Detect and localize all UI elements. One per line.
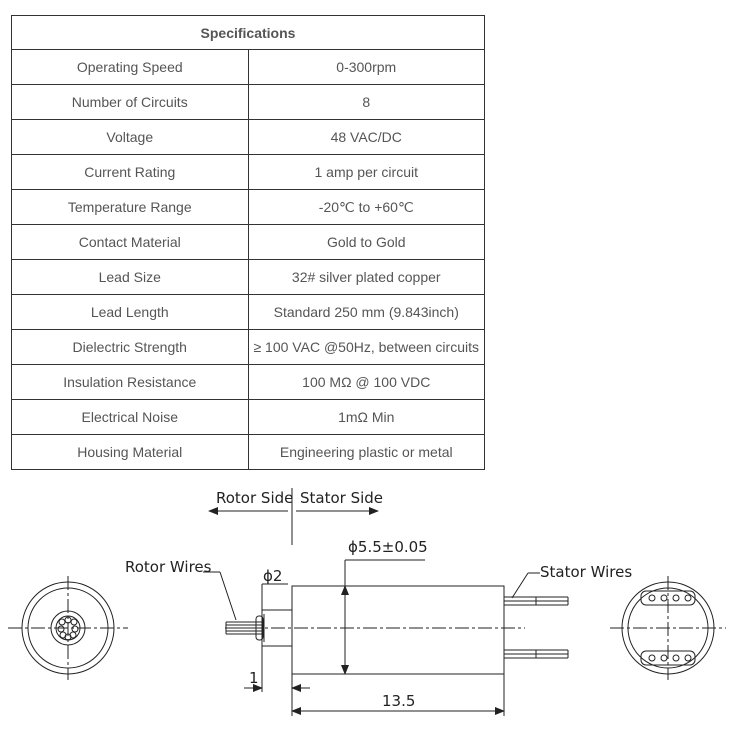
- table-row: [12, 190, 485, 225]
- table-row: [12, 365, 485, 400]
- table-row: [12, 85, 485, 120]
- table-row: [12, 435, 485, 470]
- shaft-diameter-label: ϕ2: [263, 567, 283, 585]
- spec-value: 1mΩ Min: [248, 400, 485, 435]
- spec-value: 100 MΩ @ 100 VDC: [248, 365, 485, 400]
- slip-ring-body: [225, 586, 525, 674]
- spec-value: -20℃ to +60℃: [248, 190, 485, 225]
- spec-label: Temperature Range: [12, 190, 249, 225]
- shaft-diameter-dimension: [262, 584, 288, 610]
- spec-value: Standard 250 mm (9.843inch): [248, 295, 485, 330]
- specifications-table: [11, 15, 485, 470]
- stator-side-label: Stator Side: [300, 489, 384, 507]
- spec-label: Lead Size: [12, 260, 249, 295]
- spec-label: Housing Material: [12, 435, 249, 470]
- table-row: [12, 400, 485, 435]
- spec-value: 1 amp per circuit: [248, 155, 485, 190]
- rotor-side-label: Rotor Side: [216, 489, 294, 507]
- spec-label: Current Rating: [12, 155, 249, 190]
- spec-label: Dielectric Strength: [12, 330, 249, 365]
- table-title: Specifications: [12, 16, 485, 50]
- outer-diameter-dimension: [345, 560, 425, 674]
- spec-label: Electrical Noise: [12, 400, 249, 435]
- rotor-wires-label: Rotor Wires: [125, 558, 212, 576]
- body-length-label: 13.5: [382, 692, 416, 710]
- spec-label: Contact Material: [12, 225, 249, 260]
- rotor-wires-leader-diag: [220, 572, 236, 620]
- spec-value: 8: [248, 85, 485, 120]
- outer-diameter-label: ϕ5.5±0.05: [348, 538, 428, 556]
- rotor-wires: [226, 622, 262, 634]
- table-row: [12, 295, 485, 330]
- shaft-length-label: 1: [249, 669, 259, 687]
- table-row: [12, 50, 485, 85]
- spec-label: Operating Speed: [12, 50, 249, 85]
- spec-label: Number of Circuits: [12, 85, 249, 120]
- spec-label: Voltage: [12, 120, 249, 155]
- spec-label: Lead Length: [12, 295, 249, 330]
- spec-value: ≥ 100 VAC @50Hz, between circuits: [248, 330, 485, 365]
- spec-value: 48 VAC/DC: [248, 120, 485, 155]
- rotor-end-view: [8, 576, 128, 680]
- stator-wires-leader: [512, 573, 528, 598]
- spec-value: Gold to Gold: [248, 225, 485, 260]
- table-row: [12, 155, 485, 190]
- technical-drawing: [0, 480, 737, 745]
- table-row: [12, 330, 485, 365]
- table-row: [12, 225, 485, 260]
- table-row: [12, 260, 485, 295]
- spec-value: 0-300rpm: [248, 50, 485, 85]
- spec-value: 32# silver plated copper: [248, 260, 485, 295]
- table-header-row: [12, 16, 485, 50]
- spec-value: Engineering plastic or metal: [248, 435, 485, 470]
- stator-end-view: [610, 576, 726, 680]
- spec-label: Insulation Resistance: [12, 365, 249, 400]
- table-row: [12, 120, 485, 155]
- stator-wires-label: Stator Wires: [540, 563, 633, 581]
